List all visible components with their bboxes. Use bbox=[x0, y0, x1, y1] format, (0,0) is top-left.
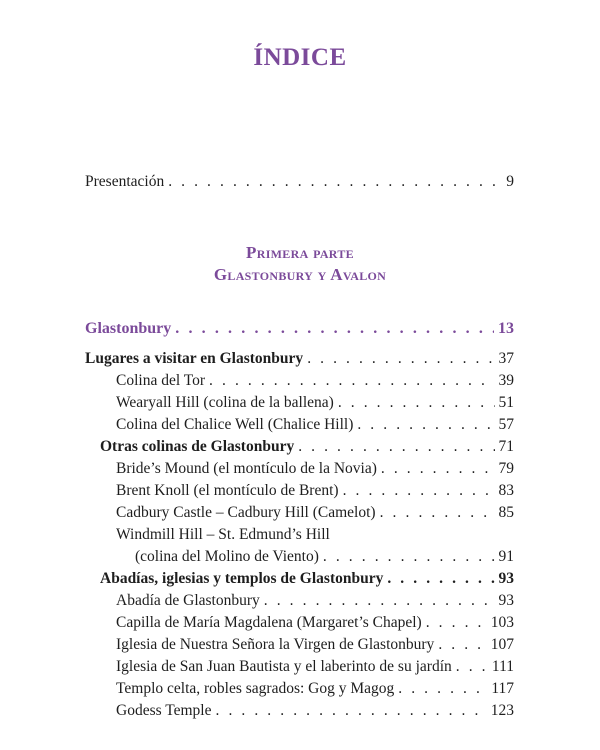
toc-page-number: 111 bbox=[491, 658, 514, 675]
toc-entry-brent-knoll[interactable] bbox=[116, 480, 514, 502]
dot-leader bbox=[343, 480, 495, 502]
toc-entry-templo-celta[interactable] bbox=[116, 678, 514, 700]
toc-page-number: 93 bbox=[498, 592, 514, 609]
toc-entry-otras-colinas[interactable] bbox=[100, 436, 514, 458]
toc-entry-label: Glastonbury bbox=[85, 320, 172, 337]
dot-leader bbox=[438, 634, 486, 656]
toc-entry-label: Windmill Hill – St. Edmund’s Hill bbox=[116, 526, 330, 543]
part-heading-label: Primera parte bbox=[246, 243, 354, 262]
toc-entry-label: Abadía de Glastonbury bbox=[116, 592, 260, 609]
toc-page-number: 9 bbox=[506, 173, 514, 190]
toc-page-number: 37 bbox=[498, 350, 514, 367]
toc-page-number: 39 bbox=[498, 372, 514, 389]
toc-entry-label: Brent Knoll (el montículo de Brent) bbox=[116, 482, 339, 499]
toc-entry-label: Cadbury Castle – Cadbury Hill (Camelot) bbox=[116, 504, 376, 521]
toc-entry-capilla[interactable] bbox=[116, 612, 514, 634]
toc-entry-abadia[interactable] bbox=[116, 590, 514, 612]
toc-entry-godess-temple[interactable] bbox=[116, 700, 514, 722]
dot-leader bbox=[387, 568, 494, 590]
toc-entry-lugares[interactable] bbox=[85, 348, 514, 370]
toc-entry-label: Colina del Chalice Well (Chalice Hill) bbox=[116, 416, 354, 433]
toc-entry-label: Bride’s Mound (el montículo de la Novia) bbox=[116, 460, 377, 477]
dot-leader bbox=[398, 678, 487, 700]
toc-page-number: 117 bbox=[491, 680, 514, 697]
toc-entry-label: Wearyall Hill (colina de la ballena) bbox=[116, 394, 334, 411]
toc-page-number: 51 bbox=[498, 394, 514, 411]
toc-entry-label: Presentación bbox=[85, 173, 165, 190]
toc-entry-colina-tor[interactable] bbox=[116, 370, 514, 392]
toc-entry-label: Otras colinas de Glastonbury bbox=[100, 438, 295, 455]
toc-entry-presentacion[interactable] bbox=[85, 171, 514, 193]
dot-leader bbox=[175, 318, 494, 340]
dot-leader bbox=[357, 414, 494, 436]
toc-entry-glastonbury[interactable] bbox=[85, 318, 514, 340]
page-title: ÍNDICE bbox=[253, 44, 347, 71]
toc-entry-abadias[interactable] bbox=[100, 568, 514, 590]
toc-page-number: 91 bbox=[498, 548, 514, 565]
toc-entry-brides-mound[interactable] bbox=[116, 458, 514, 480]
toc-page-number: 57 bbox=[498, 416, 514, 433]
toc-entry-windmill-hill[interactable] bbox=[116, 524, 514, 546]
dot-leader bbox=[338, 392, 495, 414]
dot-leader bbox=[209, 370, 494, 392]
toc-entry-label: Godess Temple bbox=[116, 702, 212, 719]
part-heading-title: Glastonbury y Avalon bbox=[213, 265, 387, 284]
toc-entry-wearyall[interactable] bbox=[116, 392, 514, 414]
dot-leader bbox=[426, 612, 487, 634]
toc-page-number: 103 bbox=[490, 614, 514, 631]
toc-page-number: 83 bbox=[498, 482, 514, 499]
toc-entry-label: Templo celta, robles sagrados: Gog y Magog bbox=[116, 680, 395, 697]
toc-entry-label: (colina del Molino de Viento) bbox=[135, 548, 319, 565]
toc-entry-chalice[interactable] bbox=[116, 414, 514, 436]
toc-entry-label: Capilla de María Magdalena (Margaret’s Chapel) bbox=[116, 614, 422, 631]
toc-entry-label: Iglesia de San Juan Bautista y el laberinto de su jardín bbox=[116, 658, 452, 675]
toc-page-number: 71 bbox=[498, 438, 514, 455]
toc-page-number: 13 bbox=[498, 320, 514, 337]
toc-entry-cadbury[interactable] bbox=[116, 502, 514, 524]
toc-page-number: 107 bbox=[490, 636, 514, 653]
dot-leader bbox=[381, 458, 495, 480]
toc-entry-label: Colina del Tor bbox=[116, 372, 206, 389]
dot-leader bbox=[216, 700, 487, 722]
toc-page-number: 85 bbox=[498, 504, 514, 521]
toc-entry-windmill-hill-cont[interactable] bbox=[135, 546, 514, 568]
toc-entry-iglesia-san-juan[interactable] bbox=[116, 656, 514, 678]
dot-leader bbox=[307, 348, 494, 370]
toc-page-number: 93 bbox=[498, 570, 514, 587]
toc-entry-label: Abadías, iglesias y templos de Glastonbury bbox=[100, 570, 384, 587]
dot-leader bbox=[168, 171, 502, 193]
toc-page-number: 123 bbox=[490, 702, 514, 719]
toc-page-number: 79 bbox=[498, 460, 514, 477]
dot-leader bbox=[264, 590, 495, 612]
toc-entry-label: Iglesia de Nuestra Señora la Virgen de Glastonbury bbox=[116, 636, 435, 653]
dot-leader bbox=[456, 656, 488, 678]
dot-leader bbox=[298, 436, 494, 458]
dot-leader bbox=[323, 546, 495, 568]
toc-entry-label: Lugares a visitar en Glastonbury bbox=[85, 350, 304, 367]
dot-leader bbox=[380, 502, 495, 524]
toc-entry-iglesia-virgen[interactable] bbox=[116, 634, 514, 656]
